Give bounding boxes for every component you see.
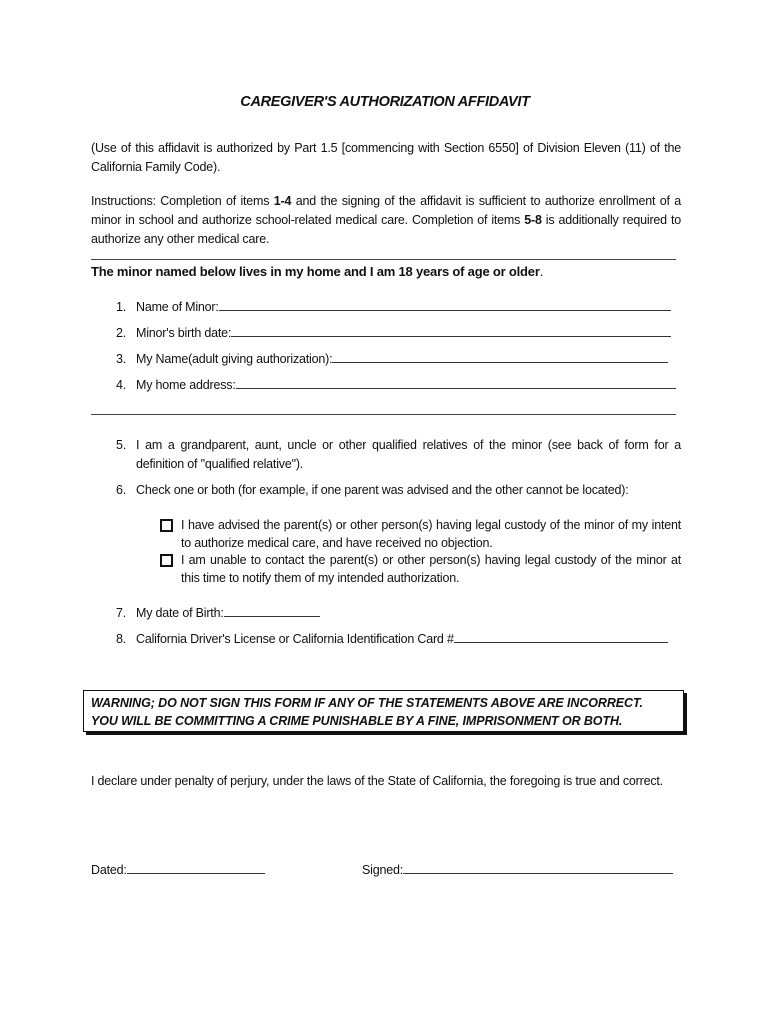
item-number: 7. [115,606,126,620]
signed-section [362,862,673,877]
instructions-middle: and the signing of the affidavit is sufficient to authorize enrollment of a minor in school and authorize school-related medical care. Completion of items [91,194,681,227]
signature-field[interactable] [403,862,673,874]
minor-statement-end: . [539,264,544,279]
item-label: Minor's birth date: [136,324,681,343]
warning-line-2: YOU WILL BE COMMITTING A CRIME PUNISHABLE BY A FINE, IMPRISONMENT OR BOTH. [91,714,623,728]
declaration-paragraph: I declare under penalty of perjury, under the laws of the State of California, the foregoing is true and correct. [91,774,663,788]
signed-label: Signed: [362,863,403,877]
item-number: 6. [115,483,126,497]
intro-paragraph: (Use of this affidavit is authorized by Part 1.5 [commencing with Section 6550] of Division Eleven (11) of the California Family Code). [91,141,681,174]
dated-field[interactable] [127,862,265,874]
my-name-field[interactable] [332,351,668,363]
minor-statement [91,262,681,281]
home-address-field[interactable] [236,377,676,389]
item-label: Check one or both (for example, if one parent was advised and the other cannot be located): [136,483,629,497]
instructions-paragraph [91,192,681,249]
item-number: 2. [115,326,126,340]
item-number: 1. [115,300,126,314]
my-date-of-birth-field[interactable] [224,605,320,617]
item-label: My Name(adult giving authorization): [136,350,681,369]
name-of-minor-field[interactable] [219,299,671,311]
advised-checkbox[interactable] [160,519,173,532]
license-number-field[interactable] [454,631,668,643]
item-number: 5. [115,438,126,452]
warning-line-1: WARNING; DO NOT SIGN THIS FORM IF ANY OF THE STATEMENTS ABOVE ARE INCORRECT. [91,696,643,710]
home-address-line-2[interactable] [91,414,676,415]
item-number: 4. [115,378,126,392]
checkbox-label: I am unable to contact the parent(s) or other person(s) having legal custody of the minor at this time to notify them of my intended authorization. [181,553,681,585]
item-label: I am a grandparent, aunt, uncle or other qualified relatives of the minor (see back of form for a definition of "qualified relative"). [136,438,681,471]
item-label: My date of Birth: [136,604,681,623]
checkbox-label: I have advised the parent(s) or other person(s) having legal custody of the minor of my intent to authorize medical care, and have received no objection. [181,518,681,550]
item-number: 8. [115,632,126,646]
minor-statement-bold: The minor named below lives in my home and I am 18 years of age or older [91,264,540,279]
instructions-range-5-8: 5-8 [524,213,542,227]
item-label: Name of Minor: [136,298,681,317]
item-label: California Driver's License or California Identification Card # [136,630,681,649]
warning-box [83,690,684,732]
dated-label: Dated: [91,863,127,877]
document-title: CAREGIVER'S AUTHORIZATION AFFIDAVIT [240,94,530,110]
dated-section [91,862,265,877]
instructions-suffix: is additionally required to authorize any other medical care. [91,213,681,246]
item-label: My home address: [136,376,681,395]
item-number: 3. [115,352,126,366]
instructions-range-1-4: 1-4 [273,194,292,208]
unable-to-contact-checkbox[interactable] [160,554,173,567]
minor-birth-date-field[interactable] [231,325,671,337]
instructions-prefix: Instructions: Completion of items [91,194,274,208]
divider-line-top [91,259,676,260]
